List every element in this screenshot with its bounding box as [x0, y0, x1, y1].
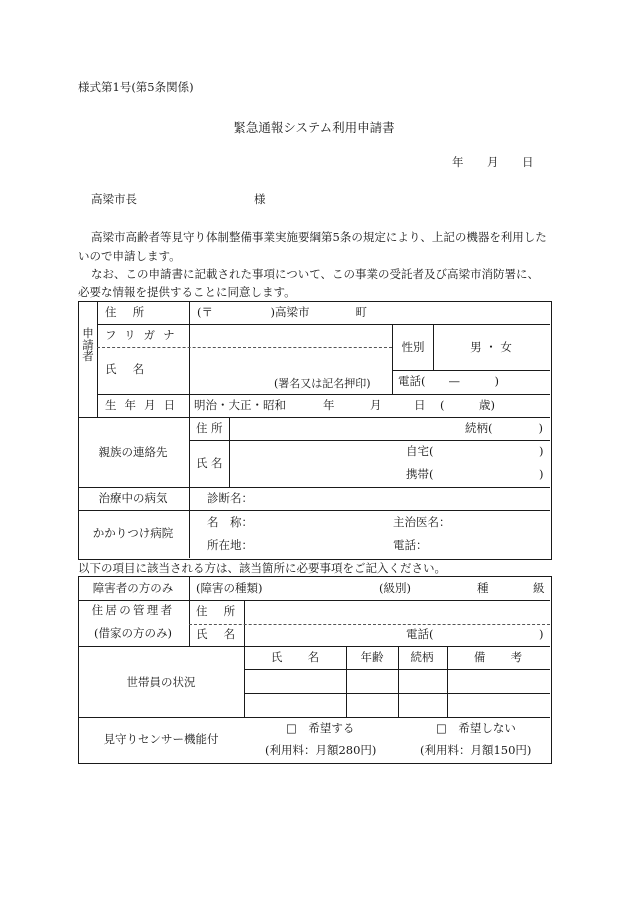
household-col-notes: 備考 [473, 650, 548, 664]
applicant-section-label: 申請者 [82, 326, 94, 363]
honorific: 様 [254, 192, 266, 206]
home-phone-close: ) [539, 444, 544, 458]
era-options[interactable]: 明治・大正・昭和 [194, 398, 286, 412]
hospital-location-field[interactable]: 所在地： [207, 538, 253, 552]
household-label: 世帯員の状況 [126, 675, 196, 689]
addressee: 高梁市長 [91, 192, 137, 206]
hospital-label: かかりつけ病院 [92, 526, 174, 540]
housing-sublabel: (借家の方のみ) [94, 626, 172, 640]
relatives-label: 親族の連絡先 [98, 445, 168, 459]
mobile-phone-close: ) [539, 467, 544, 481]
form-number: 様式第1号(第5条関係) [78, 80, 194, 94]
disability-label: 障害者の方のみ [92, 581, 174, 595]
hospital-phone-field[interactable]: 電話： [393, 538, 428, 552]
gender-label: 性別 [401, 340, 425, 354]
birth-year-label: 年 [323, 398, 335, 412]
household-col-age: 年齢 [360, 650, 384, 664]
sensor-fee-no: (利用料：月額150円) [420, 743, 532, 757]
intro-line-3: なお、この申請書に記載された事項について、この事業の受託者及び高梁市消防署に、 [91, 267, 540, 281]
disability-kind-label: 種 [477, 581, 489, 595]
birth-month-label: 月 [370, 398, 382, 412]
date-month-label: 月 [487, 155, 499, 169]
hospital-name-field[interactable]: 名 称： [207, 515, 253, 529]
housing-phone-close: ) [539, 627, 544, 641]
relatives-name-label: 氏名 [196, 456, 223, 470]
intro-line-4: 必要な情報を提供することに同意します。 [78, 285, 296, 299]
illness-label: 治療中の病気 [98, 491, 168, 505]
disability-level-label: 級 [533, 581, 545, 595]
household-col-relation: 続柄 [410, 650, 434, 664]
sensor-fee-yes: (利用料：月額280円) [265, 743, 377, 757]
relatives-address-label: 住所 [196, 421, 223, 435]
sensor-label: 見守りセンサー機能付 [103, 732, 219, 746]
gender-options[interactable]: 男 ・ 女 [470, 340, 512, 354]
address-label: 住所 [105, 305, 145, 319]
disability-grade-label: (級別) [379, 581, 411, 595]
housing-name-label: 氏名 [196, 627, 236, 641]
relation-field[interactable]: 続柄( ) [465, 421, 543, 435]
household-col-name: 氏名 [270, 650, 345, 664]
home-phone-field[interactable]: 自宅( [406, 444, 434, 458]
mobile-phone-field[interactable]: 携帯( [406, 467, 434, 481]
date-year-label: 年 [452, 155, 464, 169]
sensor-option-no[interactable]: □ 希望しない [436, 721, 516, 735]
furigana-label: フリガナ [105, 328, 175, 342]
diagnosis-field[interactable]: 診断名： [207, 491, 253, 505]
disability-type-field[interactable]: (障害の種類) [196, 581, 263, 595]
sensor-option-yes[interactable]: □ 希望する [286, 721, 355, 735]
birthdate-label: 生年月日 [105, 398, 176, 412]
housing-label: 住居の管理者 [91, 603, 175, 617]
intro-line-1: 高梁市高齢者等見守り体制整備事業実施要綱第5条の規定により、上記の機器を利用した [91, 230, 547, 244]
doctor-field[interactable]: 主治医名： [393, 515, 451, 529]
document-title: 緊急通報システム利用申請書 [233, 120, 395, 135]
signature-note: (署名又は記名押印) [274, 377, 371, 390]
age-field[interactable]: ( 歳) [440, 398, 495, 412]
date-day-label: 日 [522, 155, 534, 169]
birth-day-label: 日 [414, 398, 426, 412]
address-value[interactable]: (〒 )高梁市 町 [197, 305, 367, 319]
housing-phone-field[interactable]: 電話( [406, 627, 434, 641]
name-label: 氏名 [105, 362, 145, 376]
housing-address-label: 住所 [196, 604, 236, 618]
instructions-text: 以下の項目に該当される方は、該当箇所に必要事項をご記入ください。 [78, 561, 446, 575]
intro-line-2: いので申請します。 [78, 249, 181, 263]
phone-field[interactable]: 電話( — ) [398, 374, 499, 388]
